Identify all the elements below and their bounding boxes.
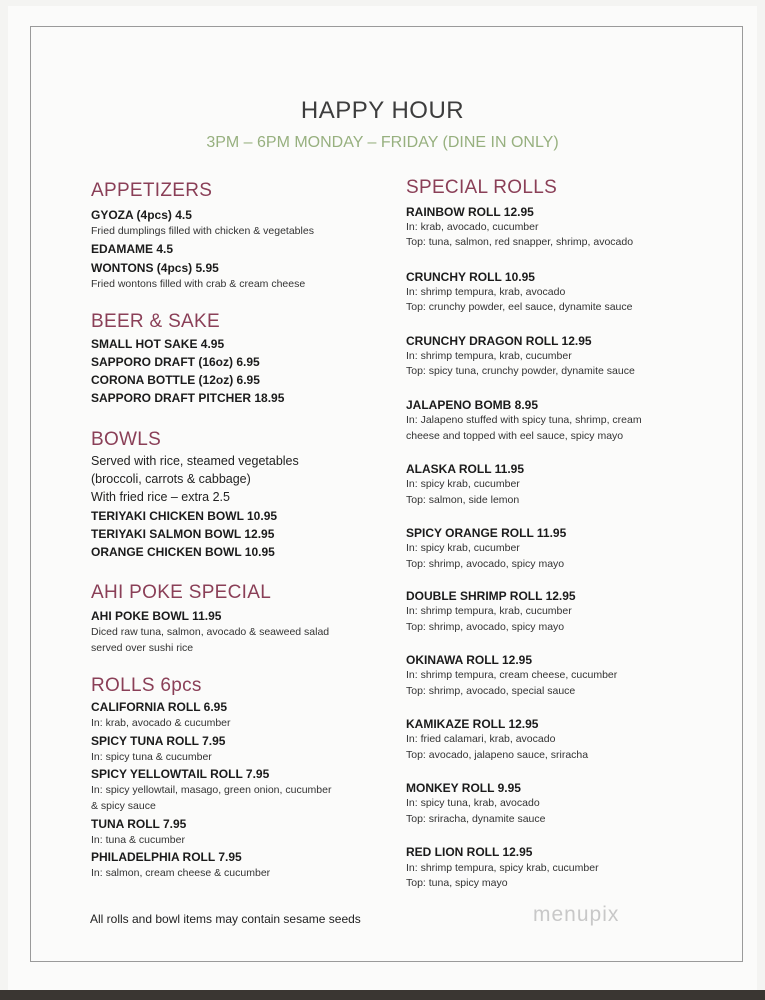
menu-item-desc: served over sushi rice	[91, 642, 194, 654]
menu-item-name: SAPPORO DRAFT PITCHER 18.95	[91, 391, 285, 405]
menu-item-desc: In: tuna & cucumber	[91, 834, 185, 846]
menu-item-desc: In: shrimp tempura, krab, cucumber	[406, 350, 572, 362]
menu-item-desc: In: shrimp tempura, spicy krab, cucumber	[406, 862, 599, 874]
menu-item-desc: In: krab, avocado, cucumber	[406, 221, 539, 233]
menu-item-name: SMALL HOT SAKE 4.95	[91, 337, 225, 351]
menu-item-desc: In: spicy krab, cucumber	[406, 478, 520, 490]
menu-item-name: AHI POKE BOWL 11.95	[91, 609, 222, 623]
menu-item-name: RED LION ROLL 12.95	[406, 845, 533, 859]
menu-item-desc: In: shrimp tempura, krab, avocado	[406, 286, 566, 298]
menu-item-desc: In: spicy tuna, krab, avocado	[406, 797, 540, 809]
bowls-note: With fried rice – extra 2.5	[91, 490, 230, 504]
menu-item-name: ALASKA ROLL 11.95	[406, 462, 525, 476]
menu-item-name: ORANGE CHICKEN BOWL 10.95	[91, 545, 275, 559]
menu-item-name: SPICY YELLOWTAIL ROLL 7.95	[91, 767, 270, 781]
menu-item-desc: & spicy sauce	[91, 800, 156, 812]
menu-item-name: WONTONS (4pcs) 5.95	[91, 261, 219, 275]
menu-title: HAPPY HOUR	[300, 97, 465, 124]
menu-item-desc: Top: shrimp, avocado, special sauce	[406, 685, 576, 697]
menu-item-desc: In: fried calamari, krab, avocado	[406, 733, 556, 745]
menu-item-name: SAPPORO DRAFT (16oz) 6.95	[91, 355, 260, 369]
bowls-note: Served with rice, steamed vegetables	[91, 454, 299, 468]
menupix-watermark: menupix	[533, 903, 620, 926]
menu-item-desc: In: spicy yellowtail, masago, green onion, cucumber	[91, 784, 332, 796]
menu-item-name: RAINBOW ROLL 12.95	[406, 205, 534, 219]
menu-item-desc: Top: tuna, spicy mayo	[406, 877, 508, 889]
menu-item-desc: Top: crunchy powder, eel sauce, dynamite sauce	[406, 301, 633, 313]
menu-item-desc: Top: salmon, side lemon	[406, 494, 520, 506]
menu-item-name: CRUNCHY ROLL 10.95	[406, 270, 535, 284]
section-heading-bowls: BOWLS	[91, 429, 162, 450]
menu-item-name: OKINAWA ROLL 12.95	[406, 653, 533, 667]
menu-item-desc: Top: shrimp, avocado, spicy mayo	[406, 558, 565, 570]
menu-item-desc: Fried dumplings filled with chicken & vegetables	[91, 225, 314, 237]
menu-item-name: CALIFORNIA ROLL 6.95	[91, 700, 228, 714]
menu-item-desc: Top: sriracha, dynamite sauce	[406, 813, 546, 825]
menu-item-name: EDAMAME 4.5	[91, 242, 174, 256]
section-heading-special-rolls: SPECIAL ROLLS	[406, 177, 558, 198]
section-heading-ahi-poke: AHI POKE SPECIAL	[91, 582, 272, 603]
menu-item-desc: In: Jalapeno stuffed with spicy tuna, shrimp, cream	[406, 414, 642, 426]
menu-item-name: SPICY TUNA ROLL 7.95	[91, 734, 226, 748]
menu-item-name: TERIYAKI CHICKEN BOWL 10.95	[91, 509, 278, 523]
menu-item-name: MONKEY ROLL 9.95	[406, 781, 521, 795]
menu-item-desc: Top: avocado, jalapeno sauce, sriracha	[406, 749, 589, 761]
section-heading-beer-sake: BEER & SAKE	[91, 311, 220, 332]
menu-item-desc: In: shrimp tempura, krab, cucumber	[406, 605, 572, 617]
menu-item-desc: Top: shrimp, avocado, spicy mayo	[406, 621, 565, 633]
menu-item-name: SPICY ORANGE ROLL 11.95	[406, 526, 567, 540]
menu-item-name: KAMIKAZE ROLL 12.95	[406, 717, 539, 731]
menu-item-desc: cheese and topped with eel sauce, spicy mayo	[406, 430, 624, 442]
menu-item-desc: Fried wontons filled with crab & cream cheese	[91, 278, 306, 290]
table-edge	[0, 990, 765, 1000]
menu-item-name: DOUBLE SHRIMP ROLL 12.95	[406, 589, 576, 603]
menu-item-desc: Top: tuna, salmon, red snapper, shrimp, avocado	[406, 236, 634, 248]
menu-item-name: CRUNCHY DRAGON ROLL 12.95	[406, 334, 592, 348]
menu-item-name: CORONA BOTTLE (12oz) 6.95	[91, 373, 260, 387]
menu-item-desc: In: salmon, cream cheese & cucumber	[91, 867, 271, 879]
menu-hours: 3PM – 6PM MONDAY – FRIDAY (DINE IN ONLY)	[206, 134, 559, 151]
menu-item-desc: In: spicy tuna & cucumber	[91, 751, 212, 763]
menu-item-name: JALAPENO BOMB 8.95	[406, 398, 539, 412]
section-heading-appetizers: APPETIZERS	[91, 180, 213, 201]
menu-item-desc: In: spicy krab, cucumber	[406, 542, 520, 554]
menu-item-desc: Diced raw tuna, salmon, avocado & seaweed salad	[91, 626, 330, 638]
bowls-note: (broccoli, carrots & cabbage)	[91, 472, 251, 486]
allergen-note: All rolls and bowl items may contain sesame seeds	[90, 912, 361, 926]
menu-item-desc: In: krab, avocado & cucumber	[91, 717, 231, 729]
menu-item-name: PHILADELPHIA ROLL 7.95	[91, 850, 242, 864]
menu-item-desc: In: shrimp tempura, cream cheese, cucumber	[406, 669, 618, 681]
section-heading-rolls: ROLLS 6pcs	[91, 675, 202, 696]
menu-item-name: GYOZA (4pcs) 4.5	[91, 208, 192, 222]
menu-item-name: TERIYAKI SALMON BOWL 12.95	[91, 527, 275, 541]
menu-item-name: TUNA ROLL 7.95	[91, 817, 187, 831]
menu-item-desc: Top: spicy tuna, crunchy powder, dynamite sauce	[406, 365, 635, 377]
